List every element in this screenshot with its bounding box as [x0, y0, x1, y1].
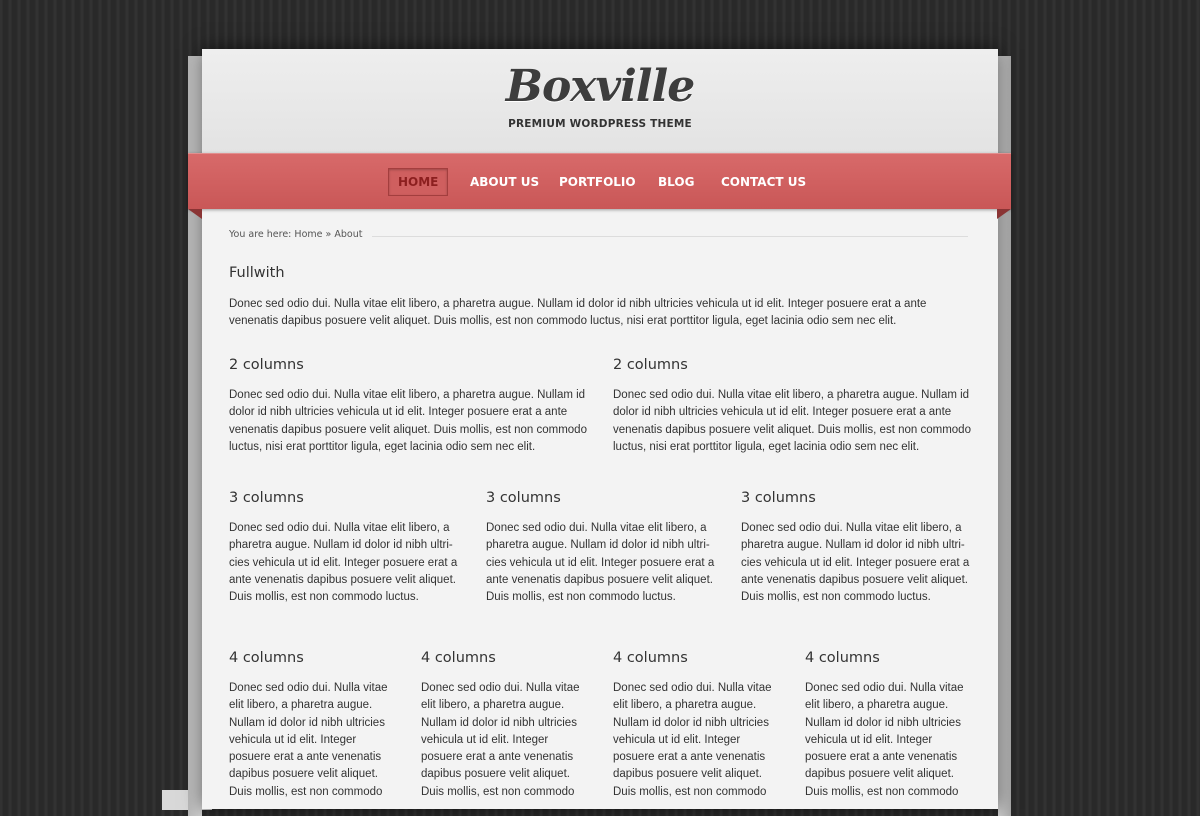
three-col-text-2: Donec sed odio dui. Nulla vitae elit libero, a pharetra augue. Nullam id dolor id nibh ultri- cies vehicula ut id elit. Integer posuere erat a ante venenatis dapibus posuere velit aliquet. Duis mollis, est non commodo luctus. — [486, 522, 715, 604]
four-col-text-1: Donec sed odio dui. Nulla vitae elit libero, a pharetra augue. Nullam id dolor id nibh ultricies vehicula ut id elit. Integer posuere erat a ante venenatis dapibus posuere velit aliquet. Duis mollis, est non commodo — [229, 682, 388, 798]
nav-item-home[interactable]: HOME — [388, 168, 448, 196]
three-col-text-1: Donec sed odio dui. Nulla vitae elit libero, a pharetra augue. Nullam id dolor id nibh ultri- cies vehicula ut id elit. Integer posuere erat a ante venenatis dapibus posuere velit aliquet. Duis mollis, est non commodo luctus. — [229, 522, 458, 604]
four-col-title-3: 4 columns — [613, 650, 688, 666]
breadcrumb — [229, 229, 362, 240]
ribbon-fold-right — [997, 209, 1011, 219]
three-col-title-1: 3 columns — [229, 490, 304, 506]
breadcrumb-home-link[interactable]: Home — [294, 229, 323, 240]
three-col-title-2: 3 columns — [486, 490, 561, 506]
four-col-text-2: Donec sed odio dui. Nulla vitae elit libero, a pharetra augue. Nullam id dolor id nibh ultricies vehicula ut id elit. Integer posuere erat a ante venenatis dapibus posuere velit aliquet. Duis mollis, est non commodo — [421, 682, 580, 798]
breadcrumb-current: About — [334, 229, 363, 240]
fullwidth-text: Donec sed odio dui. Nulla vitae elit libero, a pharetra augue. Nullam id dolor id nibh ultricies vehicula ut id elit. Integer posuere erat a ante venenatis dapibus posuere velit aliquet. Duis mollis, est non commodo luctus, nisi erat porttitor ligula, eget lacinia odio sem nec elit. — [229, 298, 927, 328]
nav-item-about-us[interactable]: ABOUT US — [470, 175, 540, 189]
two-col-title-1: 2 columns — [229, 357, 304, 373]
four-col-title-4: 4 columns — [805, 650, 880, 666]
breadcrumb-divider — [372, 236, 968, 237]
breadcrumb-prefix: You are here: — [229, 229, 292, 240]
nav-item-contact-us[interactable]: CONTACT US — [721, 175, 807, 189]
site-logo[interactable]: Boxville — [505, 61, 695, 112]
nav-item-blog[interactable]: BLOG — [658, 175, 695, 189]
four-col-text-4: Donec sed odio dui. Nulla vitae elit libero, a pharetra augue. Nullam id dolor id nibh ultricies vehicula ut id elit. Integer posuere erat a ante venenatis dapibus posuere velit aliquet. Duis mollis, est non commodo — [805, 682, 964, 798]
two-col-text-2: Donec sed odio dui. Nulla vitae elit libero, a pharetra augue. Nullam id dolor id nibh ultricies vehicula ut id elit. Integer posuere erat a ante venenatis dapibus posuere velit aliquet. Duis mollis, est non commodo luctus, nisi erat porttitor ligula, eget lacinia odio sem nec elit. — [613, 389, 971, 453]
fullwidth-title: Fullwith — [229, 265, 285, 281]
three-col-title-3: 3 columns — [741, 490, 816, 506]
three-col-text-3: Donec sed odio dui. Nulla vitae elit libero, a pharetra augue. Nullam id dolor id nibh ultri- cies vehicula ut id elit. Integer posuere erat a ante venenatis dapibus posuere velit aliquet. Duis mollis, est non commodo luctus. — [741, 522, 970, 604]
ribbon-fold-left — [188, 209, 202, 219]
four-col-title-1: 4 columns — [229, 650, 304, 666]
main-nav — [188, 153, 1011, 209]
site-tagline: PREMIUM WORDPRESS THEME — [508, 118, 692, 130]
two-col-title-2: 2 columns — [613, 357, 688, 373]
site-header — [202, 49, 998, 154]
two-col-text-1: Donec sed odio dui. Nulla vitae elit libero, a pharetra augue. Nullam id dolor id nibh ultricies vehicula ut id elit. Integer posuere erat a ante venenatis dapibus posuere velit aliquet. Duis mollis, est non commodo luctus, nisi erat porttitor ligula, eget lacinia odio sem nec elit. — [229, 389, 587, 453]
breadcrumb-separator: » — [325, 229, 332, 240]
four-col-text-3: Donec sed odio dui. Nulla vitae elit libero, a pharetra augue. Nullam id dolor id nibh ultricies vehicula ut id elit. Integer posuere erat a ante venenatis dapibus posuere velit aliquet. Duis mollis, est non commodo — [613, 682, 772, 798]
four-col-title-2: 4 columns — [421, 650, 496, 666]
nav-item-portfolio[interactable]: PORTFOLIO — [559, 175, 636, 189]
nav-ribbon — [188, 153, 1011, 209]
